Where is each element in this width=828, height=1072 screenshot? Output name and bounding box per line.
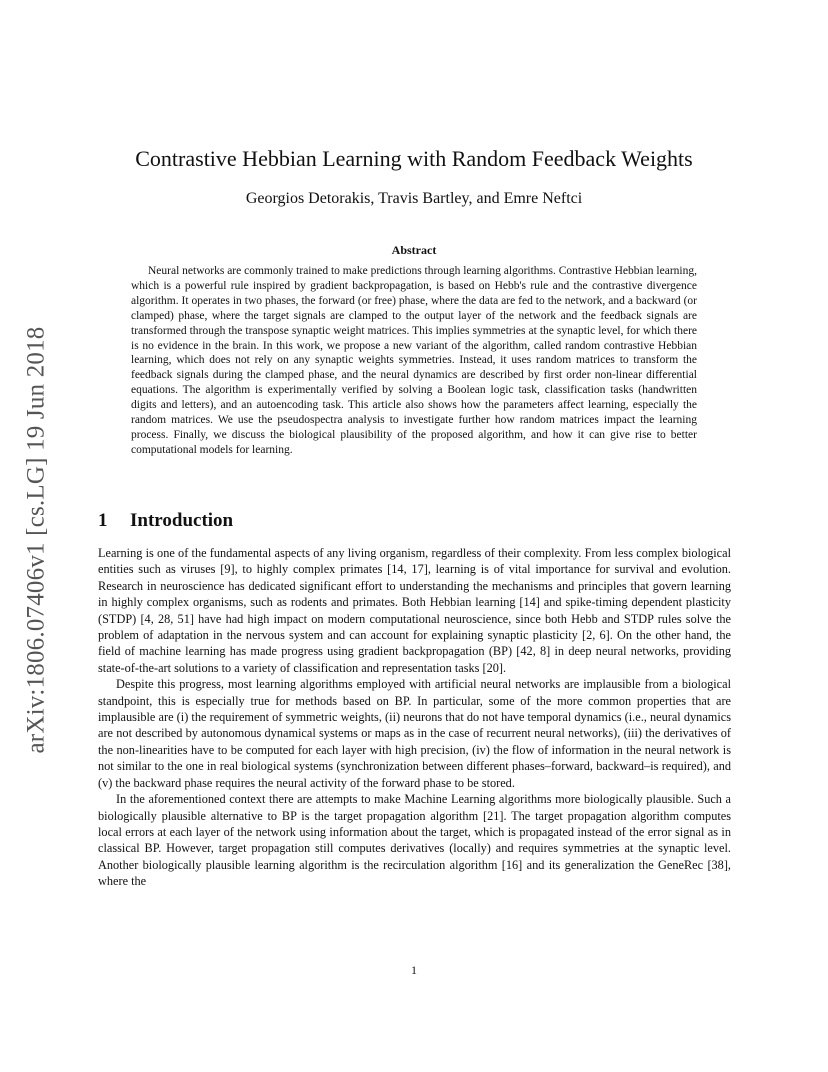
abstract-text: Neural networks are commonly trained to make predictions through learning algorithms. Contrastive Hebbian learning, which is a powerful rule inspired by gradient backpropagation, is based on Hebb's rule and the contrastive divergence algorithm. It operates in two phases, the forward (or free) phase, where the data are fed to the network, and a backward (or clamped) phase, where the target signals are clamped to the output layer of the network and the feedback signals are transformed through the transpose synaptic weight matrices. This implies symmetries at the synaptic level, for which there is no evidence in the brain. In this work, we propose a new variant of the algorithm, called random contrastive Hebbian learning, which does not rely on any synaptic weights symmetries. Instead, it uses random matrices to transform the feedback signals during the clamped phase, and the neural dynamics are described by first order non-linear differential equations. The algorithm is experimentally verified by solving a Boolean logic task, classification tasks (handwritten digits and letters), and an autoencoding task. This article also shows how the parameters affect learning, especially the random matrices. We use the pseudospectra analysis to investigate further how random matrices impact the learning process. Finally, we discuss the biological plausibility of the proposed algorithm, and how it can give rise to better computational models for learning. [131, 265, 697, 456]
author-list: Georgios Detorakis, Travis Bartley, and Emre Neftci [245, 190, 583, 207]
abstract-heading: Abstract [391, 243, 437, 257]
body-paragraph: Despite this progress, most learning algorithms employed with artificial neural networks are implausible from a biological standpoint, this is especially true for methods based on BP. In particular, some of the more common properties that are implausible are (i) the requirement of symmetric weights, (ii) neurons that do not have temporal dynamics (i.e., neural dynamics are not described by autonomous dynamical systems or maps as in the case of recurrent neural networks), (iii) the derivatives of the non-linearities have to be computed for each layer with high precision, (iv) the flow of information in the neural network is not similar to the one in real biological systems (synchronization between different phases–forward, backward–is required), and (v) the backward phase requires the neural activity of the forward phase to be stored. [98, 677, 731, 790]
page-number: 1 [411, 963, 417, 977]
body-paragraph: Learning is one of the fundamental aspects of any living organism, regardless of their complexity. From less complex biological entities such as viruses [9], to highly complex primates [14, 17], learning is of vital importance for survival and evolution. Research in neuroscience has dedicated significant effort to understanding the mechanisms and principles that govern learning in highly complex organisms, such as rodents and primates. Both Hebbian learning [14] and spike-timing dependent plasticity (STDP) [4, 28, 51] have had high impact on modern computational neuroscience, since both Hebb and STDP rules solve the problem of adaptation in the nervous system and can account for explaining synaptic plasticity [2, 6]. On the other hand, the field of machine learning has made progress using gradient backpropagation (BP) [42, 8] in deep neural networks, providing state-of-the-art solutions to a variety of classification and representation tasks [20]. [98, 546, 731, 675]
body-paragraph: In the aforementioned context there are attempts to make Machine Learning algorithms more biologically plausible. Such a biologically plausible alternative to BP is the target propagation algorithm [21]. The target propagation algorithm computes local errors at each layer of the network using information about the target, which is propagated instead of the error signal as in classical BP. However, target propagation still computes derivatives (locally) and requires symmetries at the synaptic level. Another biologically plausible learning algorithm is the recirculation algorithm [16] and its generalization the GeneRec [38], where the [98, 792, 731, 889]
section-title: Introduction [130, 510, 234, 531]
paper-title: Contrastive Hebbian Learning with Random Feedback Weights [135, 146, 693, 171]
section-body [98, 545, 731, 890]
section-heading [98, 510, 233, 532]
section-number: 1 [98, 510, 108, 531]
arxiv-identifier-text: arXiv:1806.07406v1 [cs.LG] 19 Jun 2018 [22, 326, 49, 754]
arxiv-identifier-stamp [16, 310, 56, 770]
